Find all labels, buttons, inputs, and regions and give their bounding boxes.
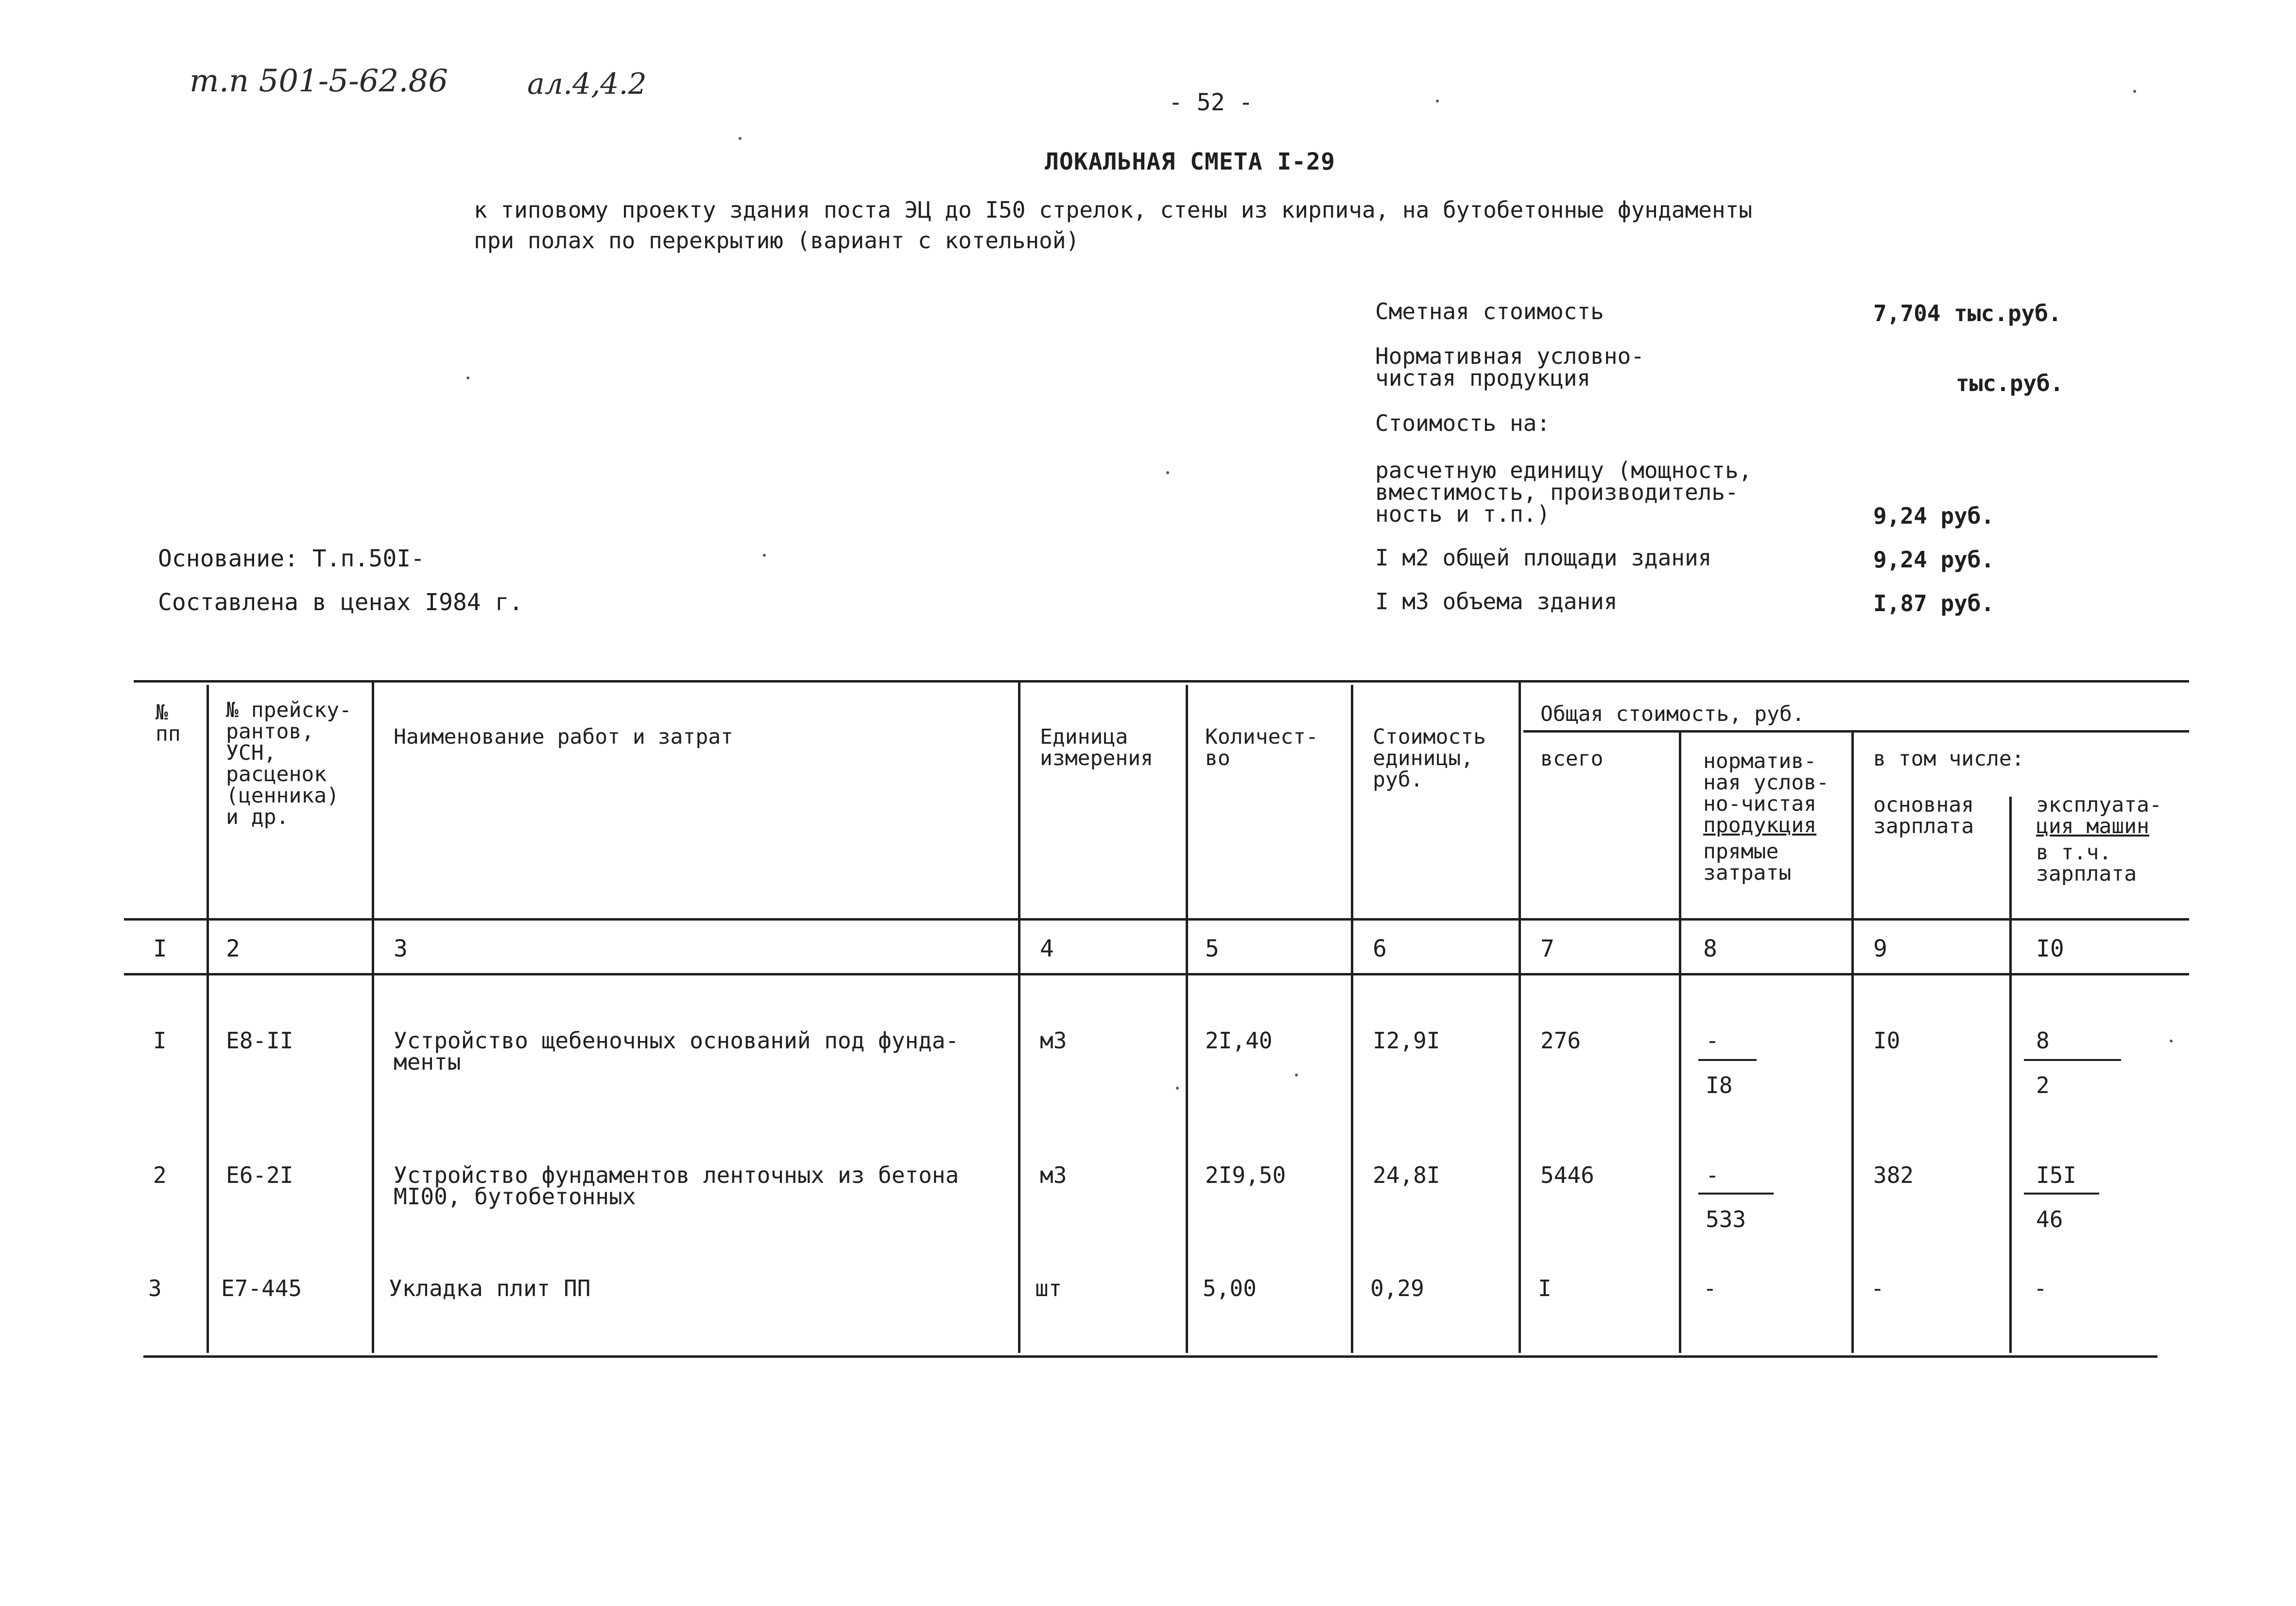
header-unit: Единица измерения [1040, 725, 1153, 770]
row-number: 2 [153, 1162, 167, 1188]
row-name: Устройство щебеночных оснований под фунда- менты [394, 1027, 959, 1075]
colnum-bottom-rule [124, 973, 2189, 975]
row-name: Устройство фундаментов ленточных из бетона МI00, бутобетонных [394, 1162, 959, 1210]
row-machines-top: - [2034, 1275, 2047, 1301]
colnum-4: 4 [1040, 935, 1054, 962]
row-total: I [1538, 1275, 1552, 1301]
header-work-name: Наименование работ и затрат [394, 725, 733, 749]
scan-speck [2170, 1040, 2173, 1042]
per-unit-label-1: расчетную единицу (мощность, [1375, 457, 1752, 483]
handwritten-album: ал.4,4.2 [527, 67, 647, 101]
total-group-rule [1523, 730, 2189, 733]
page-number: - 52 - [1169, 89, 1253, 116]
header-unit-cost: Стоимость единицы, руб. [1373, 725, 1486, 792]
fraction-line [1698, 1059, 1757, 1061]
per-unit-label-3: ность и т.п.) [1375, 501, 1551, 527]
row-code: Е7-445 [221, 1275, 302, 1301]
cost-on-label: Стоимость на: [1375, 410, 1551, 436]
col-rule-7 [1679, 731, 1681, 1353]
colnum-5: 5 [1205, 935, 1219, 962]
row-salary: I0 [1873, 1027, 1900, 1054]
row-normative-bottom: I8 [1706, 1072, 1733, 1098]
normative-label-2: чистая продукция [1375, 365, 1591, 391]
row-normative-top: - [1703, 1275, 1717, 1301]
scan-speck [739, 137, 742, 140]
row-machines-bottom: 46 [2036, 1206, 2063, 1232]
basis: Основание: Т.п.50I- [158, 545, 425, 572]
row-total: 276 [1540, 1027, 1581, 1054]
row-unit-cost: 24,8I [1373, 1162, 1440, 1188]
scan-speck [763, 554, 766, 557]
fraction-line [1698, 1193, 1774, 1195]
header-incl-group: в том числе: [1873, 747, 2024, 771]
col-rule-2 [372, 680, 374, 1353]
header-total-group: Общая стоимость, руб. [1540, 702, 1805, 726]
colnum-7: 7 [1540, 935, 1554, 962]
per-m2-label: I м2 общей площади здания [1375, 545, 1712, 571]
row-machines-bottom: 2 [2036, 1072, 2050, 1098]
row-unit: м3 [1040, 1027, 1067, 1054]
row-number: I [153, 1027, 167, 1054]
fraction-line [2024, 1193, 2099, 1195]
row-unit: шт [1035, 1275, 1062, 1301]
row-code: Е6-2I [226, 1162, 293, 1188]
header-total: всего [1540, 747, 1604, 771]
row-normative-top: - [1706, 1027, 1719, 1054]
row-number: 3 [148, 1275, 162, 1301]
row-quantity: 2I9,50 [1205, 1162, 1286, 1188]
row-normative-bottom: 533 [1706, 1206, 1746, 1232]
colnum-2: 2 [226, 935, 240, 962]
header-normative: норматив- ная услов- но-чистая продукция прямые затраты [1703, 749, 1829, 885]
col-rule-6 [1519, 683, 1521, 1353]
colnum-3: 3 [394, 935, 408, 962]
header-bottom-rule [124, 918, 2189, 921]
per-m2-value: 9,24 руб. [1873, 547, 1995, 573]
per-m3-label: I м3 объема здания [1375, 588, 1618, 615]
colnum-9: 9 [1873, 935, 1887, 962]
row-total: 5446 [1540, 1162, 1594, 1188]
row-unit-cost: 0,29 [1370, 1275, 1424, 1301]
prices-year: Составлена в ценах I984 г. [158, 589, 523, 616]
scan-speck [1436, 100, 1439, 103]
header-price-list: № прейску- рантов, УСН, расценок (ценника) и др. [226, 698, 352, 829]
header-num: № пп [155, 700, 181, 746]
col-rule-1 [207, 685, 209, 1353]
table-top-rule [134, 680, 2189, 683]
row-name: Укладка плит ПП [389, 1275, 591, 1301]
normative-value: тыс.руб. [1956, 370, 2064, 396]
row-unit: м3 [1040, 1162, 1067, 1188]
fraction-line [2024, 1059, 2121, 1061]
colnum-1: I [153, 935, 167, 962]
subtitle-line-2: при полах по перекрытию (вариант с котельной) [474, 227, 1080, 254]
header-salary: основная зарплата [1873, 793, 1974, 838]
scan-speck [2133, 90, 2136, 93]
document-title: ЛОКАЛЬНАЯ СМЕТА I-29 [1045, 148, 1335, 175]
normative-label-1: Нормативная условно- [1375, 343, 1644, 369]
colnum-8: 8 [1703, 935, 1717, 962]
col-rule-9 [2009, 797, 2012, 1353]
col-rule-4 [1186, 685, 1188, 1353]
header-quantity: Количест- во [1205, 725, 1318, 770]
row-normative-top: - [1706, 1162, 1719, 1188]
row-unit-cost: I2,9I [1373, 1027, 1440, 1054]
estimate-value: 7,704 тыс.руб. [1873, 300, 2062, 326]
per-unit-value: 9,24 руб. [1873, 503, 1995, 529]
row-quantity: 2I,40 [1205, 1027, 1273, 1054]
handwritten-ref: т.п 501-5-62.86 [190, 63, 448, 99]
col-rule-5 [1351, 685, 1353, 1353]
per-m3-value: I,87 руб. [1873, 590, 1995, 616]
row-machines-top: 8 [2036, 1027, 2050, 1054]
row-quantity: 5,00 [1203, 1275, 1257, 1301]
colnum-10: I0 [2036, 935, 2064, 962]
row-salary: 382 [1873, 1162, 1914, 1188]
col-rule-3 [1018, 680, 1020, 1353]
scan-speck [466, 376, 469, 379]
row-code: Е8-II [226, 1027, 293, 1054]
scan-speck [1295, 1074, 1298, 1076]
header-machines: эксплуата- ция машин в т.ч. зарплата [2036, 793, 2162, 886]
scan-speck [1176, 1087, 1179, 1090]
row-machines-top: I5I [2036, 1162, 2077, 1188]
scan-speck [1166, 471, 1169, 474]
subtitle-line-1: к типовому проекту здания поста ЭЦ до I50 стрелок, стены из кирпича, на бутобетонные фундаменты [474, 197, 1752, 223]
estimate-label: Сметная стоимость [1375, 298, 1604, 325]
colnum-6: 6 [1373, 935, 1387, 962]
per-unit-label-2: вместимость, производитель- [1375, 479, 1739, 505]
row-salary: - [1871, 1275, 1884, 1301]
col-rule-8 [1851, 731, 1854, 1353]
table-bottom-rule [143, 1355, 2158, 1358]
